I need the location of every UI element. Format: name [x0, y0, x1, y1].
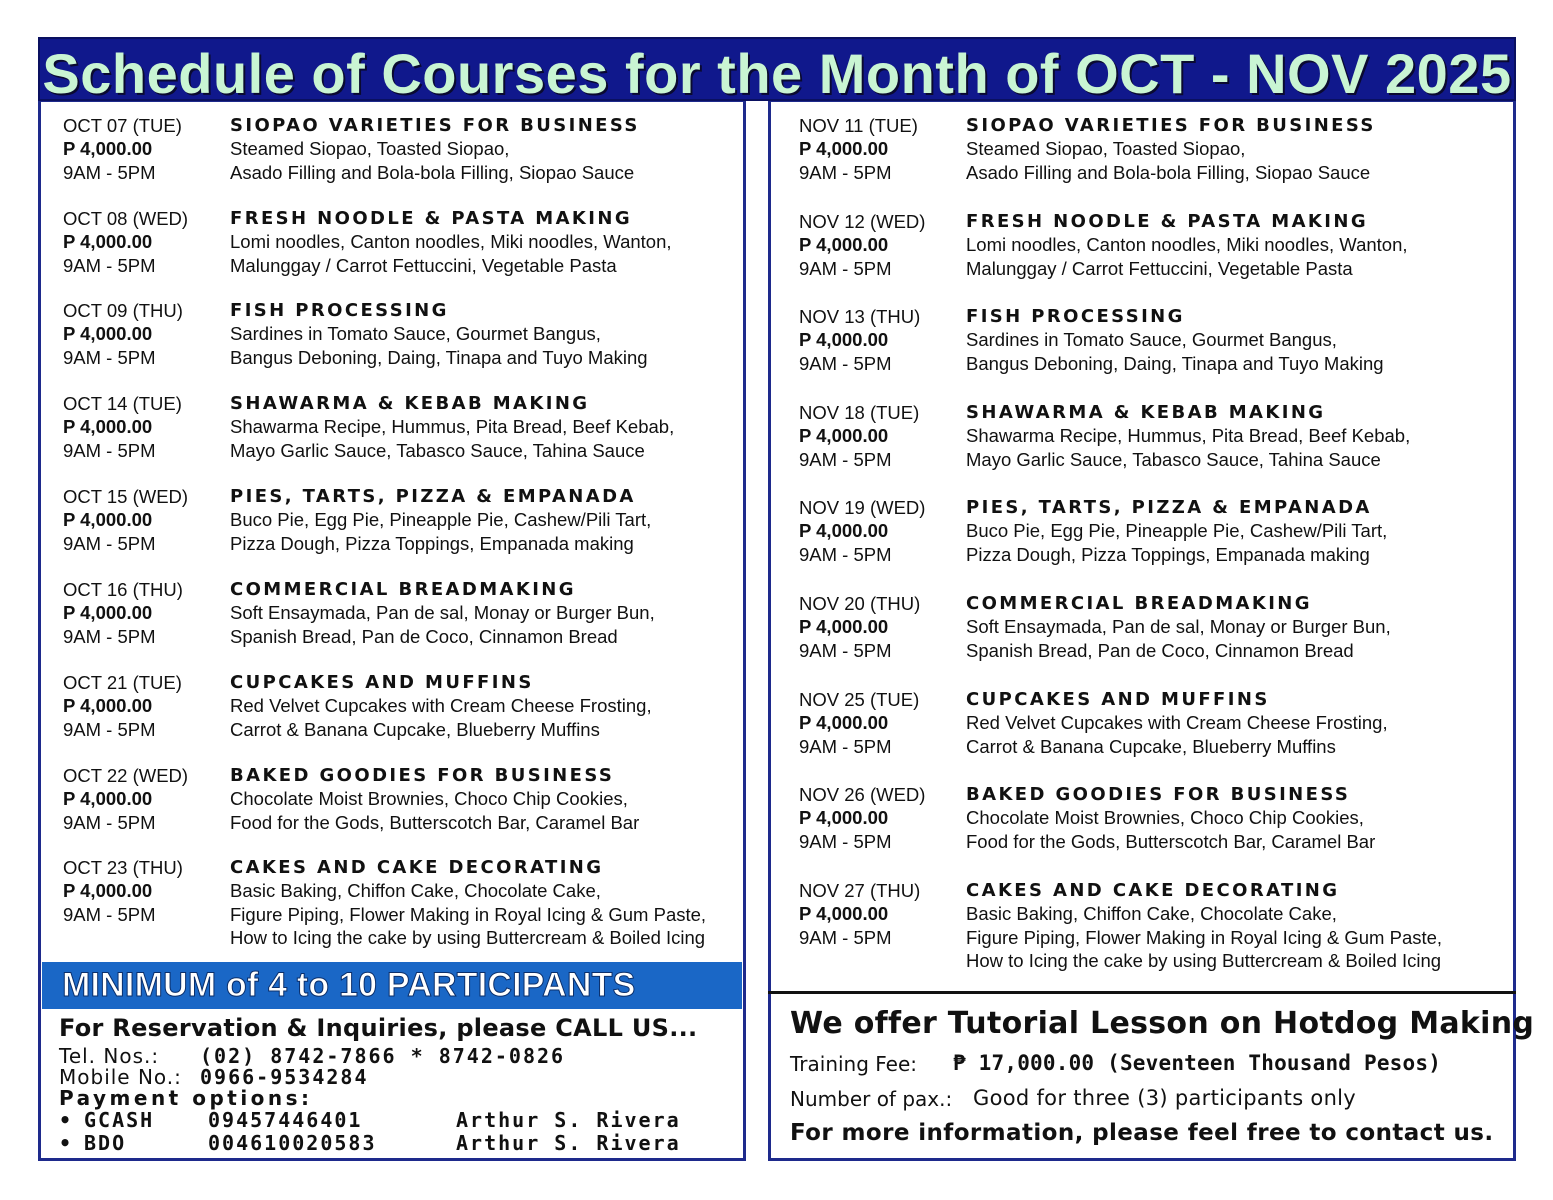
course-description-line: Soft Ensaymada, Pan de sal, Monay or Burger Bun, [966, 616, 1391, 638]
payment-account-name: Arthur S. Rivera [456, 1108, 681, 1132]
course-description-line: Shawarma Recipe, Hummus, Pita Bread, Beef Kebab, [966, 425, 1411, 447]
course-time: 9AM - 5PM [799, 352, 892, 374]
course-time: 9AM - 5PM [63, 254, 156, 276]
participants-banner [42, 962, 742, 1009]
course-info [230, 578, 655, 648]
course-description-line: Steamed Siopao, Toasted Siopao, [230, 138, 510, 160]
course-meta [799, 305, 967, 375]
course-info [230, 392, 674, 462]
course-info [966, 496, 1387, 566]
course-description-line: Spanish Bread, Pan de Coco, Cinnamon Bread [966, 639, 1354, 661]
course-price: P 4,000.00 [799, 425, 889, 447]
course-name: PIES, TARTS, PIZZA & EMPANADA [230, 486, 636, 507]
course-meta [799, 401, 967, 471]
payment-number: 09457446401 [208, 1108, 363, 1132]
course-info [966, 114, 1376, 184]
payment-account-name: Arthur S. Rivera [456, 1131, 681, 1155]
course-meta [63, 671, 231, 741]
course-date: OCT 22 (WED) [63, 765, 189, 786]
course-meta [63, 114, 231, 184]
course-time: 9AM - 5PM [63, 532, 156, 554]
course-description-line: Basic Baking, Chiffon Cake, Chocolate Cake, [230, 880, 601, 902]
hotdog-section-divider [768, 991, 1516, 994]
course-description-line: Lomi noodles, Canton noodles, Miki noodles, Wanton, [966, 234, 1408, 256]
course-description-line: Carrot & Banana Cupcake, Blueberry Muffins [966, 735, 1336, 757]
course-price: P 4,000.00 [799, 616, 889, 638]
course-description-line: Spanish Bread, Pan de Coco, Cinnamon Bread [230, 625, 618, 647]
training-fee-value: ₱ 17,000.00 (Seventeen Thousand Pesos) [953, 1051, 1442, 1075]
course-price: P 4,000.00 [799, 329, 889, 351]
course-price: P 4,000.00 [63, 602, 153, 624]
course-time: 9AM - 5PM [799, 639, 892, 661]
course-description-line: Chocolate Moist Brownies, Choco Chip Cookies, [966, 807, 1364, 829]
course-description-line: Bangus Deboning, Daing, Tinapa and Tuyo Making [230, 346, 648, 368]
course-info [230, 485, 651, 555]
course-info [230, 299, 648, 369]
course-description-line: Figure Piping, Flower Making in Royal Icing & Gum Paste, [966, 926, 1443, 948]
course-price: P 4,000.00 [799, 903, 889, 925]
course-description-line: Mayo Garlic Sauce, Tabasco Sauce, Tahina Sauce [966, 448, 1381, 470]
course-name: SHAWARMA & KEBAB MAKING [230, 393, 590, 414]
course-date: OCT 23 (THU) [63, 857, 183, 878]
course-meta [799, 496, 967, 566]
course-description-line: Asado Filling and Bola-bola Filling, Siopao Sauce [230, 161, 635, 183]
course-description-line: Pizza Dough, Pizza Toppings, Empanada making [230, 532, 634, 554]
course-name: FISH PROCESSING [230, 300, 449, 321]
course-name: FISH PROCESSING [966, 306, 1185, 327]
reservation-heading: For Reservation & Inquiries, please CALL US... [59, 1014, 698, 1042]
course-time: 9AM - 5PM [63, 439, 156, 461]
course-name: COMMERCIAL BREADMAKING [966, 593, 1312, 614]
course-meta [63, 485, 231, 555]
course-price: P 4,000.00 [799, 712, 889, 734]
course-date: NOV 19 (WED) [799, 497, 926, 518]
course-name: SHAWARMA & KEBAB MAKING [966, 402, 1326, 423]
pax-label: Number of pax.: [790, 1087, 953, 1111]
course-name: CAKES AND CAKE DECORATING [966, 880, 1340, 901]
course-date: OCT 08 (WED) [63, 208, 189, 229]
course-date: NOV 20 (THU) [799, 593, 921, 614]
course-price: P 4,000.00 [799, 520, 889, 542]
course-description-line: Carrot & Banana Cupcake, Blueberry Muffins [230, 718, 600, 740]
course-name: PIES, TARTS, PIZZA & EMPANADA [966, 497, 1372, 518]
course-meta [799, 592, 967, 662]
payment-options-label: Payment options: [59, 1086, 313, 1110]
course-price: P 4,000.00 [63, 323, 153, 345]
course-info [966, 783, 1375, 853]
course-info [966, 688, 1388, 758]
course-price: P 4,000.00 [63, 416, 153, 438]
course-info [966, 305, 1384, 375]
course-time: 9AM - 5PM [63, 161, 156, 183]
course-price: P 4,000.00 [63, 509, 153, 531]
payment-number: 004610020583 [208, 1131, 377, 1155]
course-name: BAKED GOODIES FOR BUSINESS [966, 784, 1351, 805]
course-description-line: Sardines in Tomato Sauce, Gourmet Bangus, [230, 323, 601, 345]
course-name: SIOPAO VARIETIES FOR BUSINESS [966, 115, 1376, 136]
course-time: 9AM - 5PM [63, 718, 156, 740]
hotdog-heading: We offer Tutorial Lesson on Hotdog Making [790, 1006, 1535, 1041]
course-date: NOV 26 (WED) [799, 784, 926, 805]
course-description-line: How to Icing the cake by using Buttercream & Boiled Icing [966, 949, 1442, 971]
more-info-text: For more information, please feel free to contact us. [790, 1120, 1494, 1146]
course-time: 9AM - 5PM [799, 448, 892, 470]
course-info [230, 207, 672, 277]
bullet-icon: • [59, 1108, 74, 1132]
course-date: NOV 13 (THU) [799, 306, 921, 327]
course-meta [63, 207, 231, 277]
title-bar [38, 37, 1516, 105]
course-time: 9AM - 5PM [63, 625, 156, 647]
course-description-line: Malunggay / Carrot Fettuccini, Vegetable Pasta [966, 257, 1353, 279]
course-price: P 4,000.00 [63, 138, 153, 160]
course-description-line: Malunggay / Carrot Fettuccini, Vegetable Pasta [230, 254, 617, 276]
course-description-line: Pizza Dough, Pizza Toppings, Empanada making [966, 543, 1370, 565]
course-name: BAKED GOODIES FOR BUSINESS [230, 765, 615, 786]
course-date: NOV 25 (TUE) [799, 689, 920, 710]
course-description-line: Bangus Deboning, Daing, Tinapa and Tuyo Making [966, 352, 1384, 374]
course-time: 9AM - 5PM [799, 926, 892, 948]
training-fee-label: Training Fee: [790, 1052, 918, 1076]
course-info [966, 401, 1410, 471]
course-date: NOV 18 (TUE) [799, 402, 920, 423]
course-meta [63, 578, 231, 648]
course-description-line: Food for the Gods, Butterscotch Bar, Caramel Bar [966, 830, 1376, 852]
course-price: P 4,000.00 [63, 231, 153, 253]
course-meta [799, 783, 967, 853]
course-info [230, 856, 706, 949]
course-date: OCT 14 (TUE) [63, 393, 182, 414]
course-description-line: Shawarma Recipe, Hummus, Pita Bread, Beef Kebab, [230, 416, 675, 438]
course-description-line: Figure Piping, Flower Making in Royal Icing & Gum Paste, [230, 903, 707, 925]
course-time: 9AM - 5PM [63, 903, 156, 925]
course-name: CUPCAKES AND MUFFINS [230, 672, 534, 693]
course-name: CUPCAKES AND MUFFINS [966, 689, 1270, 710]
course-date: NOV 27 (THU) [799, 880, 921, 901]
course-date: OCT 16 (THU) [63, 579, 183, 600]
mobile-label: Mobile No.: [59, 1065, 182, 1089]
course-info [230, 671, 652, 741]
course-description-line: Steamed Siopao, Toasted Siopao, [966, 138, 1246, 160]
course-meta [799, 688, 967, 758]
course-meta [63, 392, 231, 462]
course-name: FRESH NOODLE & PASTA MAKING [966, 211, 1368, 232]
course-price: P 4,000.00 [799, 234, 889, 256]
course-meta [799, 210, 967, 280]
course-date: OCT 09 (THU) [63, 300, 183, 321]
course-meta [63, 764, 231, 834]
course-time: 9AM - 5PM [63, 346, 156, 368]
course-time: 9AM - 5PM [799, 735, 892, 757]
course-info [966, 210, 1408, 280]
course-description-line: Chocolate Moist Brownies, Choco Chip Cookies, [230, 788, 628, 810]
bullet-icon: • [59, 1131, 74, 1155]
course-date: OCT 21 (TUE) [63, 672, 182, 693]
course-description-line: How to Icing the cake by using Buttercream & Boiled Icing [230, 926, 706, 948]
course-meta [799, 879, 967, 949]
mobile-value: 0966-9534284 [200, 1065, 369, 1089]
course-meta [63, 856, 231, 926]
course-info [966, 879, 1442, 972]
page-title: Schedule of Courses for the Month of OCT - NOV 2025 [42, 42, 1512, 105]
course-date: OCT 15 (WED) [63, 486, 189, 507]
course-description-line: Asado Filling and Bola-bola Filling, Siopao Sauce [966, 161, 1371, 183]
course-description-line: Red Velvet Cupcakes with Cream Cheese Frosting, [230, 695, 652, 717]
payment-method: BDO [84, 1131, 127, 1155]
course-description-line: Red Velvet Cupcakes with Cream Cheese Frosting, [966, 712, 1388, 734]
course-name: CAKES AND CAKE DECORATING [230, 857, 604, 878]
course-description-line: Mayo Garlic Sauce, Tabasco Sauce, Tahina Sauce [230, 439, 645, 461]
pax-value: Good for three (3) participants only [973, 1086, 1357, 1110]
course-description-line: Food for the Gods, Butterscotch Bar, Caramel Bar [230, 811, 640, 833]
payment-method: GCASH [84, 1108, 155, 1132]
course-date: OCT 07 (TUE) [63, 115, 182, 136]
course-date: NOV 12 (WED) [799, 211, 926, 232]
course-price: P 4,000.00 [63, 788, 153, 810]
course-meta [799, 114, 967, 184]
course-time: 9AM - 5PM [799, 257, 892, 279]
course-time: 9AM - 5PM [799, 543, 892, 565]
course-name: FRESH NOODLE & PASTA MAKING [230, 208, 632, 229]
course-info [966, 592, 1391, 662]
course-name: COMMERCIAL BREADMAKING [230, 579, 576, 600]
course-description-line: Basic Baking, Chiffon Cake, Chocolate Cake, [966, 903, 1337, 925]
tel-label: Tel. Nos.: [59, 1044, 160, 1068]
course-price: P 4,000.00 [63, 695, 153, 717]
participants-banner-text: MINIMUM of 4 to 10 PARTICIPANTS [62, 966, 636, 1004]
course-description-line: Sardines in Tomato Sauce, Gourmet Bangus, [966, 329, 1337, 351]
course-description-line: Buco Pie, Egg Pie, Pineapple Pie, Cashew/Pili Tart, [966, 520, 1388, 542]
tel-value: (02) 8742-7866 * 8742-0826 [200, 1044, 566, 1068]
course-meta [63, 299, 231, 369]
course-info [230, 764, 639, 834]
course-time: 9AM - 5PM [63, 811, 156, 833]
course-price: P 4,000.00 [63, 880, 153, 902]
course-price: P 4,000.00 [799, 138, 889, 160]
course-price: P 4,000.00 [799, 807, 889, 829]
course-description-line: Soft Ensaymada, Pan de sal, Monay or Burger Bun, [230, 602, 655, 624]
course-time: 9AM - 5PM [799, 830, 892, 852]
course-description-line: Lomi noodles, Canton noodles, Miki noodles, Wanton, [230, 231, 672, 253]
course-time: 9AM - 5PM [799, 161, 892, 183]
course-name: SIOPAO VARIETIES FOR BUSINESS [230, 115, 640, 136]
course-info [230, 114, 640, 184]
course-description-line: Buco Pie, Egg Pie, Pineapple Pie, Cashew/Pili Tart, [230, 509, 652, 531]
course-date: NOV 11 (TUE) [799, 115, 918, 136]
